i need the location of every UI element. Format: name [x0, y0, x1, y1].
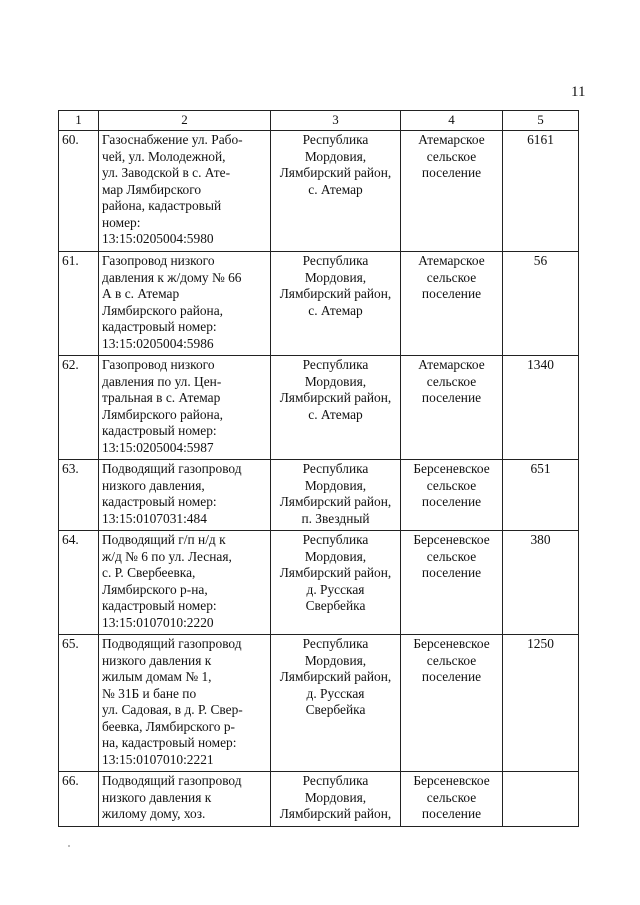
object-name	[99, 460, 271, 531]
municipality: Берсеневское сельское поселение	[401, 460, 503, 531]
length-value	[503, 772, 579, 827]
table-row	[59, 356, 579, 460]
object-name	[99, 131, 271, 252]
object-name	[99, 252, 271, 356]
length-value: 56	[503, 252, 579, 356]
municipality: Атемарское сельское поселение	[401, 356, 503, 460]
table-row	[59, 772, 579, 827]
table-row	[59, 531, 579, 635]
column-number-2: 2	[99, 111, 271, 131]
row-number: 62.	[59, 356, 99, 460]
table-row	[59, 131, 579, 252]
object-location: Республика Мордовия, Лямбирский район, п. Звездный	[271, 460, 401, 531]
page-number: 11	[571, 84, 586, 100]
object-location: Республика Мордовия, Лямбирский район, с. Атемар	[271, 131, 401, 252]
object-location: Республика Мордовия, Лямбирский район, с. Атемар	[271, 356, 401, 460]
object-location: Республика Мордовия, Лямбирский район, с. Атемар	[271, 252, 401, 356]
column-number-row	[59, 111, 579, 131]
municipality: Атемарское сельское поселение	[401, 131, 503, 252]
length-value: 1250	[503, 635, 579, 772]
column-number-1: 1	[59, 111, 99, 131]
length-value: 1340	[503, 356, 579, 460]
object-name	[99, 635, 271, 772]
object-location: Республика Мордовия, Лямбирский район, д. Русская Свербейка	[271, 531, 401, 635]
municipality: Атемарское сельское поселение	[401, 252, 503, 356]
object-name-text: Газопровод низкого давления по ул. Цен- тральная в с. Атемар Лямбирского района, кадастровый номер: 13:15:0205004:5987	[102, 357, 224, 455]
row-number: 63.	[59, 460, 99, 531]
row-number: 60.	[59, 131, 99, 252]
object-name	[99, 356, 271, 460]
table-body	[59, 131, 579, 827]
gas-pipeline-registry-table	[58, 110, 579, 827]
row-number: 64.	[59, 531, 99, 635]
length-value: 651	[503, 460, 579, 531]
table-row	[59, 252, 579, 356]
column-number-5: 5	[503, 111, 579, 131]
column-number-4: 4	[401, 111, 503, 131]
object-name-text: Подводящий газопровод низкого давления к жилому дому, хоз.	[102, 773, 242, 821]
scan-speck	[68, 845, 70, 847]
length-value: 380	[503, 531, 579, 635]
table-header	[59, 111, 579, 131]
row-number: 61.	[59, 252, 99, 356]
municipality: Берсеневское сельское поселение	[401, 772, 503, 827]
object-name	[99, 531, 271, 635]
object-name-text: Подводящий г/п н/д к ж/д № 6 по ул. Лесная, с. Р. Свербеевка, Лямбирского р-на, кадастровый номер: 13:15:0107010:2220	[102, 532, 232, 630]
object-location: Республика Мордовия, Лямбирский район, д. Русская Свербейка	[271, 635, 401, 772]
length-value: 6161	[503, 131, 579, 252]
object-name-text: Газоснабжение ул. Рабо- чей, ул. Молодежной, ул. Заводской в с. Ате- мар Лямбирского района, кадастровый номер: 13:15:0205004:5980	[102, 132, 243, 246]
row-number: 65.	[59, 635, 99, 772]
object-location: Республика Мордовия, Лямбирский район,	[271, 772, 401, 827]
object-name-text: Подводящий газопровод низкого давления к жилым домам № 1, № 31Б и бане по ул. Садовая, в д. Р. Свер- беевка, Лямбирского р- на, кадастровый номер: 13:15:0107010:2221	[102, 636, 243, 767]
table-row	[59, 635, 579, 772]
column-number-3: 3	[271, 111, 401, 131]
object-name-text: Подводящий газопровод низкого давления, кадастровый номер: 13:15:0107031:484	[102, 461, 242, 526]
municipality: Берсеневское сельское поселение	[401, 635, 503, 772]
object-name	[99, 772, 271, 827]
object-name-text: Газопровод низкого давления к ж/дому № 66 А в с. Атемар Лямбирского района, кадастровый номер: 13:15:0205004:5986	[102, 253, 242, 351]
row-number: 66.	[59, 772, 99, 827]
municipality: Берсеневское сельское поселение	[401, 531, 503, 635]
table-row	[59, 460, 579, 531]
